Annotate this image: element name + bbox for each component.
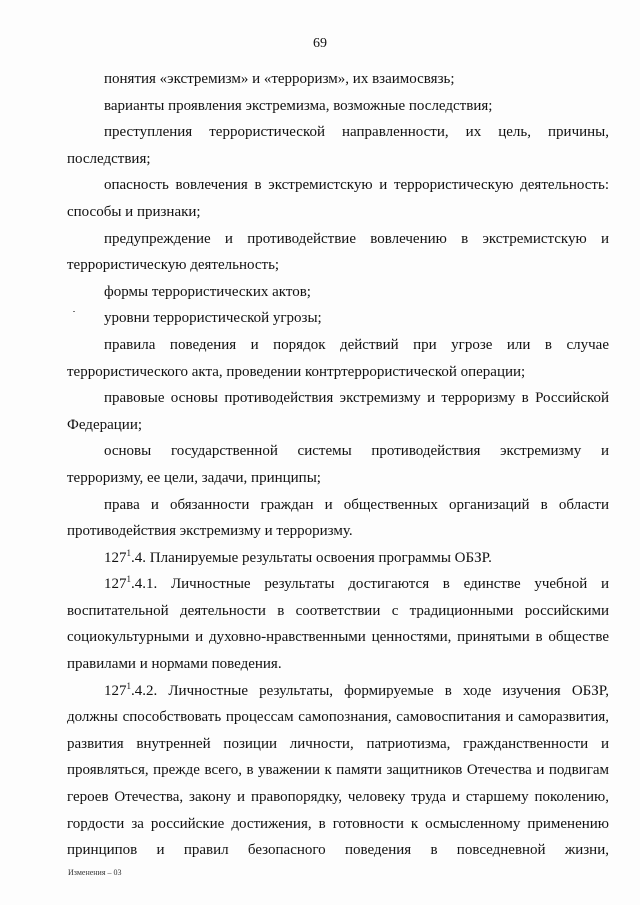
list-item: правовые основы противодействия экстремизму и терроризму в Российской Федерации;: [67, 390, 609, 433]
list-item: опасность вовлечения в экстремистскую и террористическую деятельность: способы и признаки;: [67, 177, 609, 220]
section-number-suffix: .4.2.: [131, 682, 158, 699]
list-item: преступления террористической направленности, их цель, причины, последствия;: [67, 124, 609, 167]
section-number-suffix: .4.: [131, 549, 146, 566]
section-paragraph: [67, 571, 609, 677]
page-footer: Изменения – 03: [68, 868, 122, 877]
section-text: Планируемые результаты освоения программы ОБЗР.: [146, 549, 492, 566]
section-number: 127: [104, 576, 127, 593]
section-number-suffix: .4.1.: [131, 576, 158, 593]
section-heading: [67, 545, 609, 572]
section-paragraph: [67, 678, 609, 864]
section-number: 127: [104, 682, 127, 699]
list-item: основы государственной системы противодействия экстремизму и терроризму, ее цели, задачи, принципы;: [67, 443, 609, 486]
section-number: 127: [104, 549, 127, 566]
section-number-superscript: 1: [126, 547, 131, 558]
section-number-superscript: 1: [126, 680, 131, 691]
section-text: Личностные результаты, формируемые в ходе изучения ОБЗР, должны способствовать процессам самопознания, самовоспитания и саморазвития, развития внутренней позиции личности, патриотизма, гражданственности и проявляться, прежде всего, в уважении к памяти защитников Отечества и подвигам героев Отечества, закону и правопорядку, человеку труда и старшему поколению, гордости за российские достижения, в готовности к осмысленному применению принципов и правил безопасного поведения в повседневной жизни,: [67, 682, 609, 859]
section-text: Личностные результаты достигаются в единстве учебной и воспитательной деятельности в соответствии с традиционными российскими социокультурными и духовно-нравственными ценностями, принятыми в обществе правилами и нормами поведения.: [67, 576, 609, 673]
page-number: 69: [313, 36, 327, 51]
list-item: правила поведения и порядок действий при угрозе или в случае террористического акта, проведении контртеррористической операции;: [67, 336, 609, 380]
list-item: варианты проявления экстремизма, возможные последствия;: [104, 97, 493, 114]
list-item: предупреждение и противодействие вовлечению в экстремистскую и террористическую деятельность;: [67, 230, 609, 274]
document-body: [67, 66, 609, 864]
section-number-superscript: 1: [126, 574, 131, 585]
list-item: права и обязанности граждан и общественных организаций в области противодействия экстремизму и терроризму.: [67, 496, 609, 540]
list-item: формы террористических актов;: [104, 283, 311, 300]
list-item: уровни террористической угрозы;: [104, 310, 322, 327]
list-item: понятия «экстремизм» и «терроризм», их взаимосвязь;: [104, 71, 455, 87]
